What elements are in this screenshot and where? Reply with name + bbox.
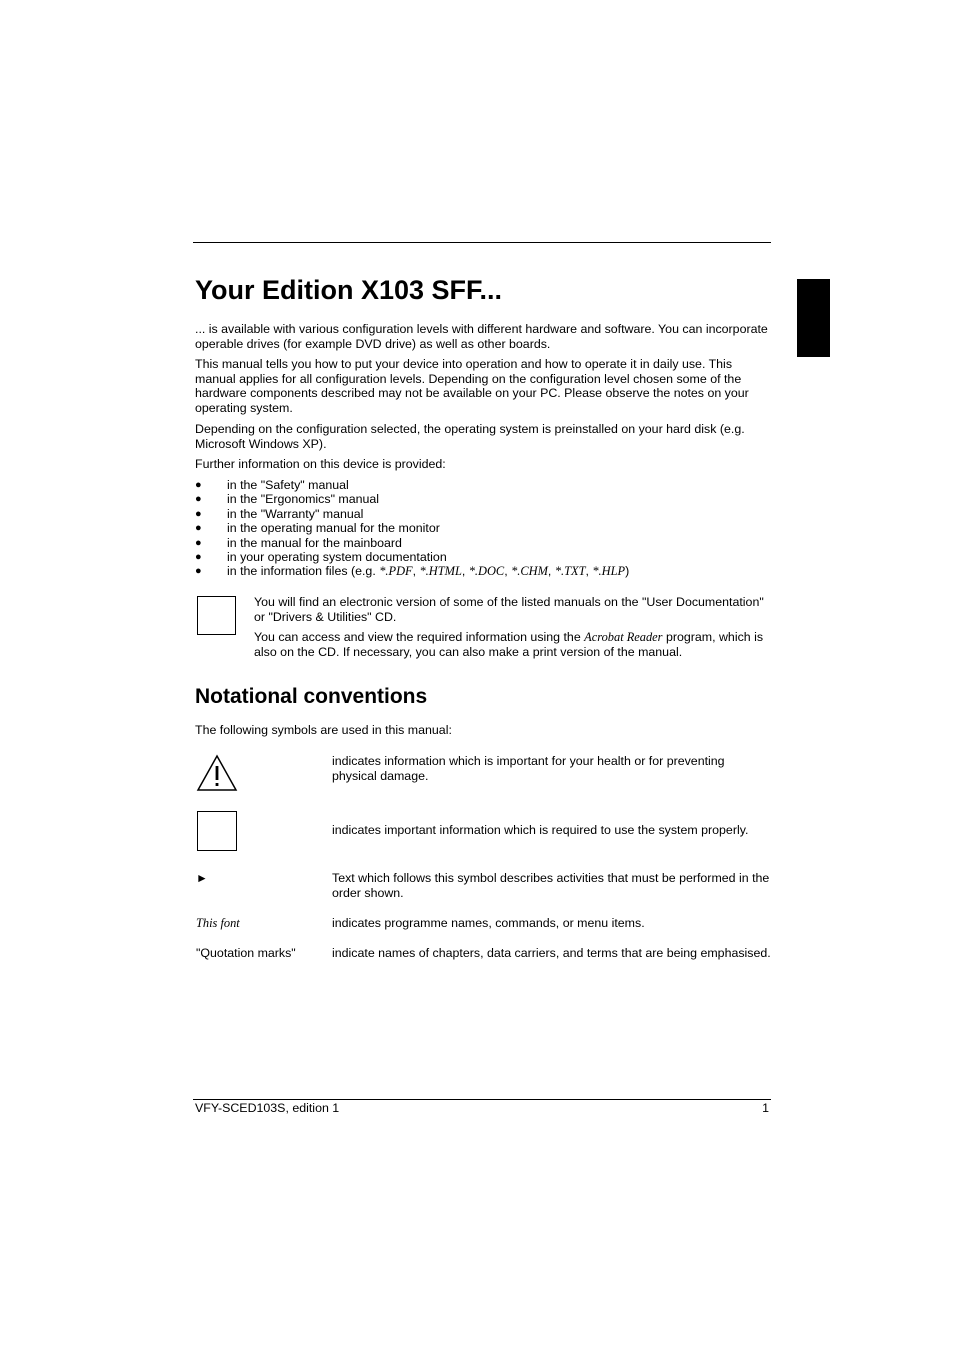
intro-paragraph-4: Further information on this device is provided: xyxy=(195,457,446,471)
warning-description: indicates information which is important for your health or for preventing physical damage. xyxy=(332,754,725,783)
bullet-icon: ● xyxy=(195,550,202,563)
conventions-intro: The following symbols are used in this manual: xyxy=(195,723,452,737)
quotation-description: indicate names of chapters, data carriers, and terms that are being emphasised. xyxy=(332,946,771,960)
info-note-icon xyxy=(197,596,236,635)
section-heading: Notational conventions xyxy=(195,685,428,708)
intro-paragraph-2: This manual tells you how to put your device into operation and how to operate it in daily use. This manual applies for all configuration levels. Depending on the configuration level chosen some of the hardware components described may not be available on your PC. Please observe the notes on your operating system. xyxy=(195,357,749,415)
font-description: indicates programme names, commands, or menu items. xyxy=(332,916,645,930)
bullet-icon: ● xyxy=(195,565,202,578)
arrow-description: Text which follows this symbol describes activities that must be performed in the order shown. xyxy=(332,871,770,900)
program-name: Acrobat Reader xyxy=(584,630,663,644)
note-paragraph-1: You will find an electronic version of some of the listed manuals on the "User Documentation" or "Drivers & Utilities" CD. xyxy=(254,595,764,624)
note-paragraph-2: You can access and view the required information using the Acrobat Reader program, which is also on the CD. If necessary, you can also make a print version of the manual. xyxy=(254,630,764,659)
footer-rule xyxy=(193,1099,771,1100)
warning-icon xyxy=(196,754,238,792)
bullet-icon: ● xyxy=(195,507,202,520)
header-rule xyxy=(193,242,771,243)
intro-paragraph-1: ... is available with various configuration levels with different hardware and software. You can incorporate operable drives (for example DVD drive) as well as other boards. xyxy=(195,322,768,351)
chapter-tab-marker xyxy=(797,279,830,357)
arrow-icon: ► xyxy=(196,871,208,885)
bullet-icon: ● xyxy=(195,493,202,506)
info-icon xyxy=(197,811,237,851)
bullet-icon: ● xyxy=(195,536,202,549)
page-title: Your Edition X103 SFF... xyxy=(195,275,503,305)
bullet-icon: ● xyxy=(195,522,202,535)
intro-paragraph-3: Depending on the configuration selected, the operating system is preinstalled on your hard disk (e.g. Microsoft Windows XP). xyxy=(195,422,745,451)
bullet-icon: ● xyxy=(195,479,202,491)
info-description: indicates important information which is required to use the system properly. xyxy=(332,823,749,837)
footer-document-id: VFY-SCED103S, edition 1 xyxy=(195,1101,340,1115)
page-number: 1 xyxy=(762,1101,769,1115)
quotation-label: "Quotation marks" xyxy=(196,946,296,960)
font-example-label: This font xyxy=(196,916,240,930)
